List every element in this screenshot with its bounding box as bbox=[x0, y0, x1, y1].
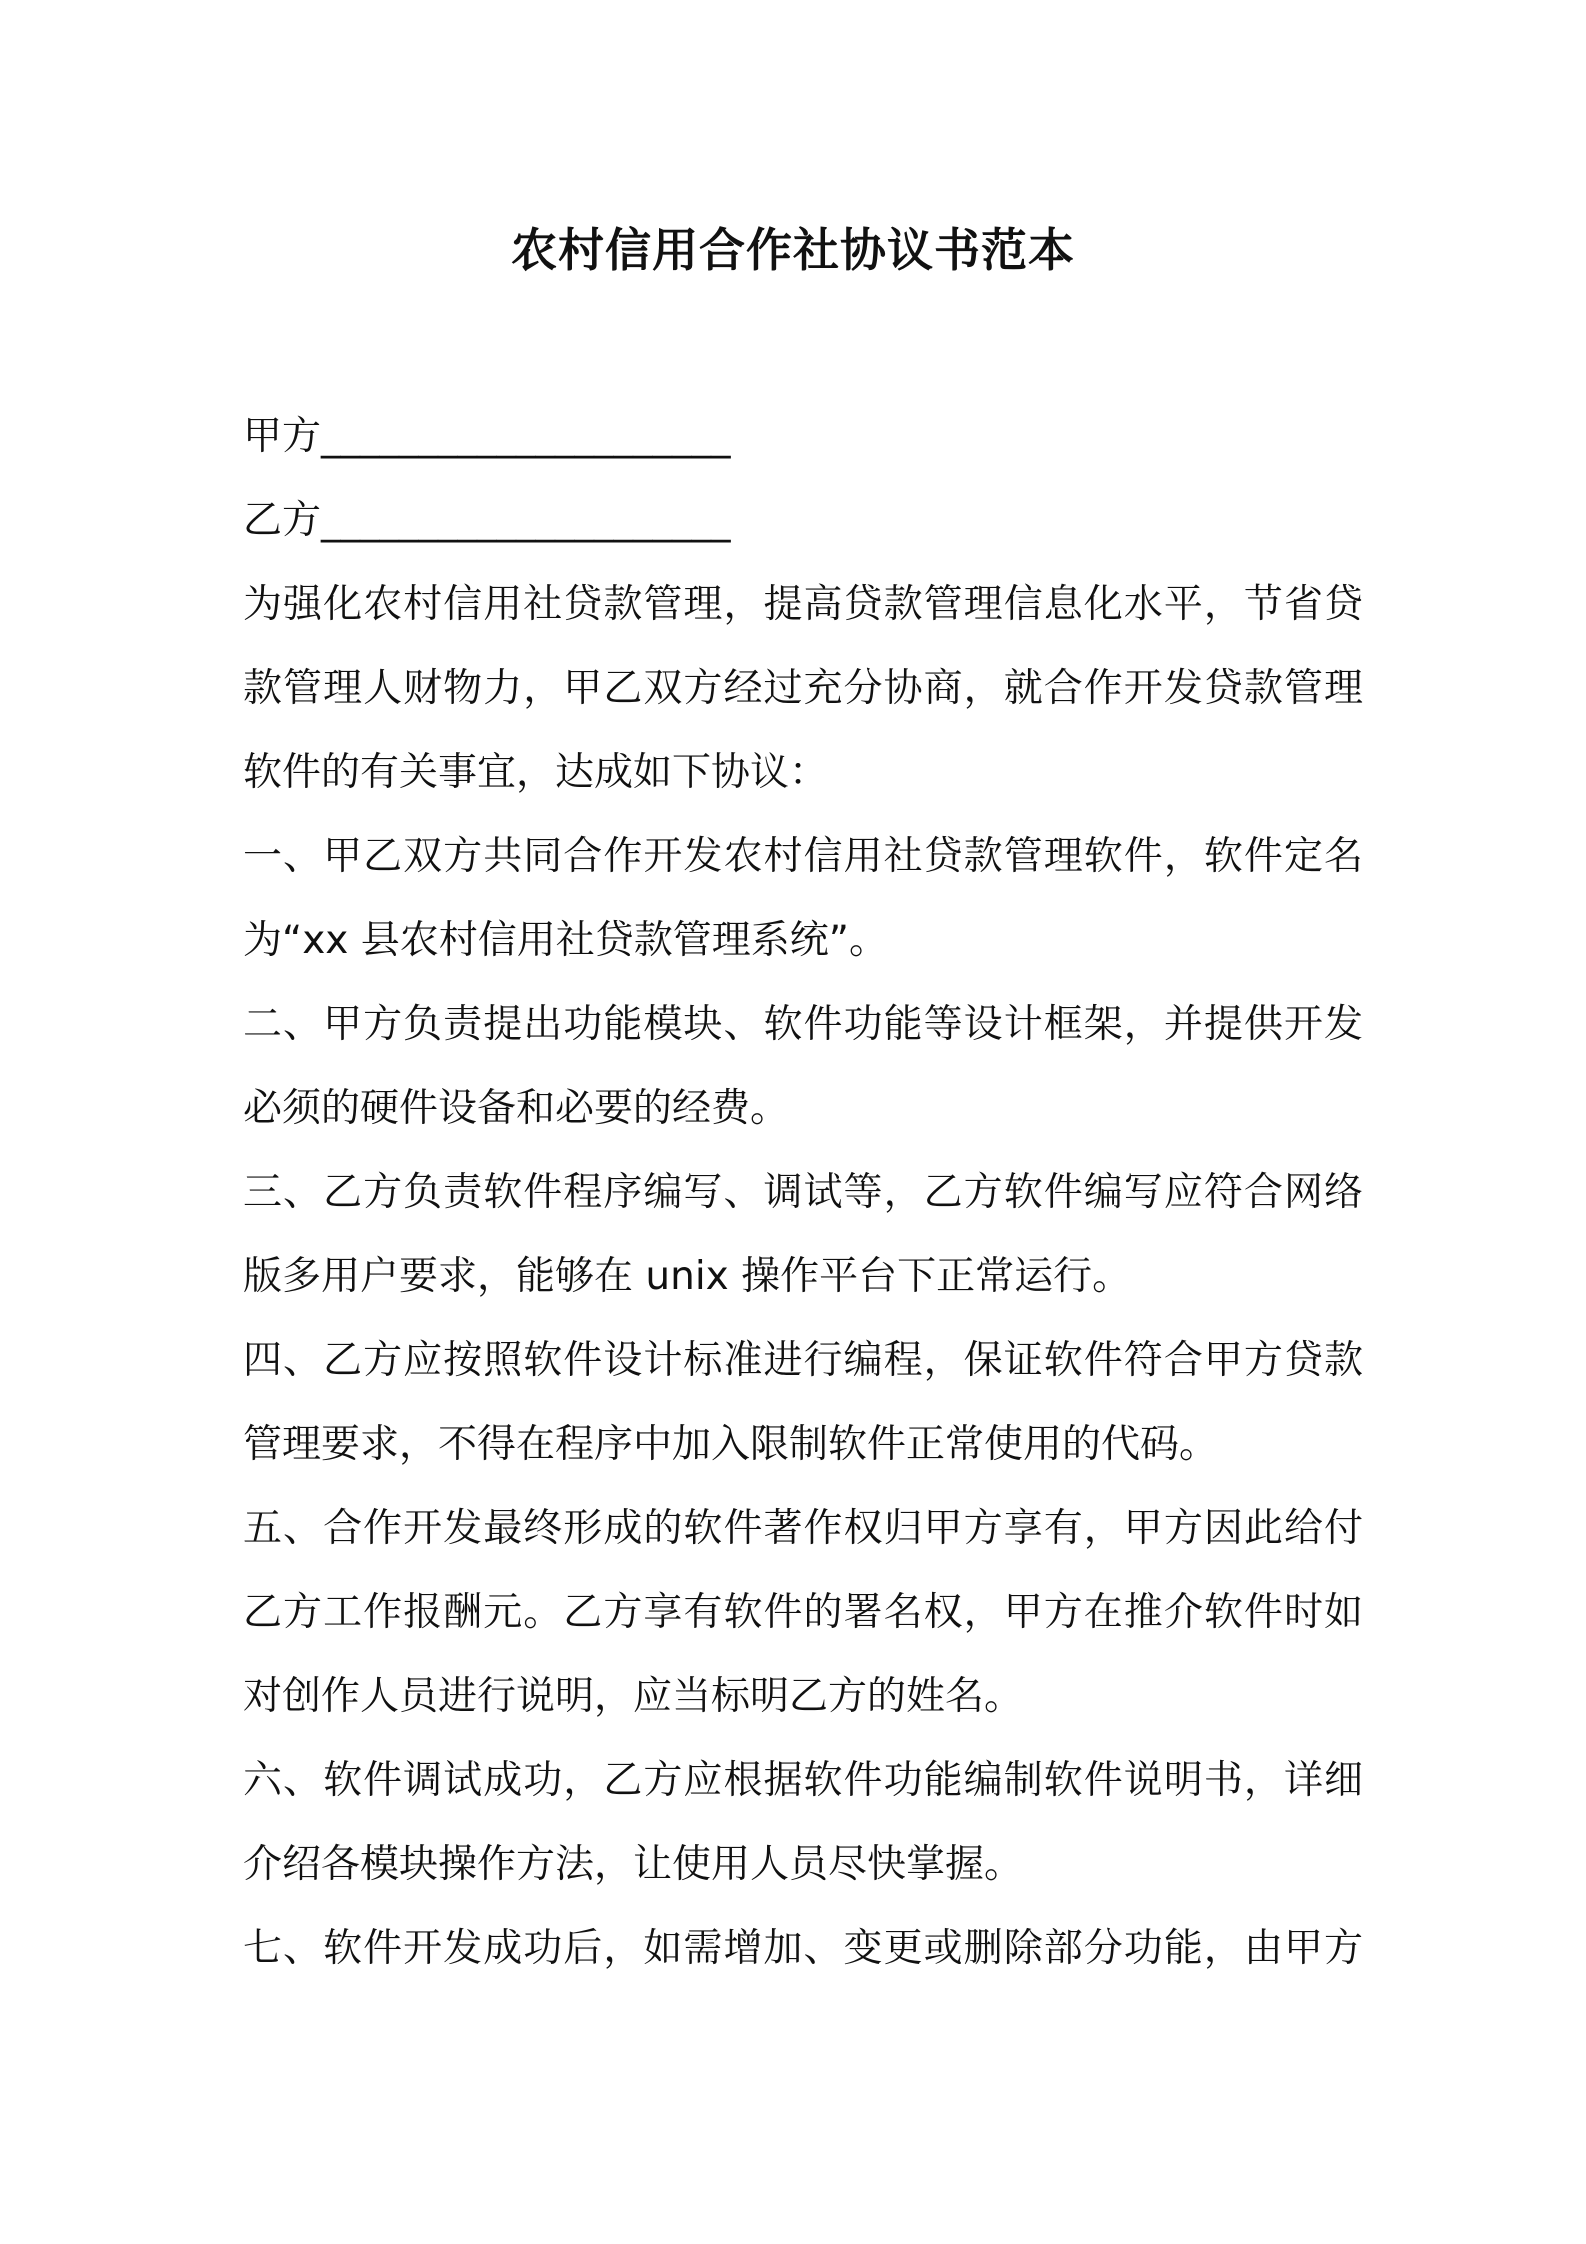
body-line: 一、甲乙双方共同合作开发农村信用社贷款管理软件，软件定名 bbox=[243, 834, 1363, 879]
document-title: 农村信用合作社协议书范本 bbox=[511, 223, 1075, 277]
document-body bbox=[243, 395, 1363, 1991]
body-line: 为“xx 县农村信用社贷款管理系统”。 bbox=[243, 918, 888, 963]
body-line: 七、软件开发成功后，如需增加、变更或删除部分功能，由甲方 bbox=[243, 1926, 1363, 1971]
body-line: 对创作人员进行说明，应当标明乙方的姓名。 bbox=[243, 1674, 1024, 1719]
party-b-line: 乙方_____________________ bbox=[243, 498, 731, 543]
body-line: 软件的有关事宜，达成如下协议： bbox=[243, 750, 829, 795]
body-line: 介绍各模块操作方法，让使用人员尽快掌握。 bbox=[243, 1842, 1024, 1887]
body-line: 管理要求，不得在程序中加入限制软件正常使用的代码。 bbox=[243, 1422, 1219, 1467]
body-line: 六、软件调试成功，乙方应根据软件功能编制软件说明书，详细 bbox=[243, 1758, 1363, 1803]
body-line: 为强化农村信用社贷款管理，提高贷款管理信息化水平，节省贷 bbox=[243, 582, 1363, 627]
body-line: 二、甲方负责提出功能模块、软件功能等设计框架，并提供开发 bbox=[243, 1002, 1363, 1047]
body-line: 款管理人财物力，甲乙双方经过充分协商，就合作开发贷款管理 bbox=[243, 666, 1363, 711]
body-line: 五、合作开发最终形成的软件著作权归甲方享有，甲方因此给付 bbox=[243, 1506, 1363, 1551]
body-line: 四、乙方应按照软件设计标准进行编程，保证软件符合甲方贷款 bbox=[243, 1338, 1363, 1383]
body-line: 乙方工作报酬元。乙方享有软件的署名权，甲方在推介软件时如 bbox=[243, 1590, 1363, 1635]
body-line: 三、乙方负责软件程序编写、调试等，乙方软件编写应符合网络 bbox=[243, 1170, 1363, 1215]
body-line: 版多用户要求，能够在 unix 操作平台下正常运行。 bbox=[243, 1254, 1132, 1299]
party-a-line: 甲方_____________________ bbox=[243, 414, 731, 459]
body-line: 必须的硬件设备和必要的经费。 bbox=[243, 1086, 790, 1131]
